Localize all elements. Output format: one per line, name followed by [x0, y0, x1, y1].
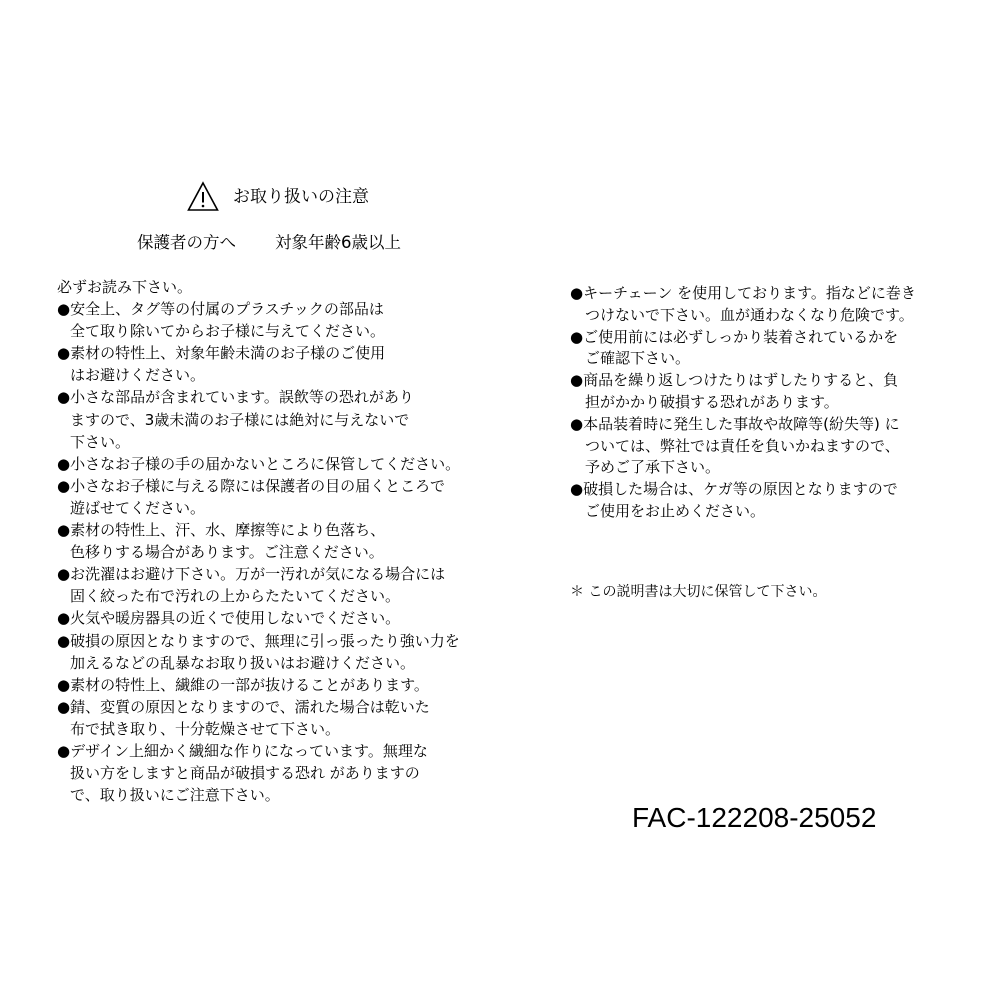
document-title — [187, 180, 369, 214]
caution-item — [570, 283, 970, 327]
caution-item — [570, 327, 970, 371]
audience-text: 保護者の方へ — [137, 233, 236, 252]
caution-line: 遊ばせてください。 — [70, 498, 206, 517]
caution-line: ●錆、変質の原因となりますので、濡れた場合は乾いた — [57, 697, 430, 716]
caution-line: ●破損の原因となりますので、無理に引っ張ったり強い力を — [57, 631, 460, 650]
caution-line: ●小さなお子様の手の届かないところに保管してください。 — [57, 454, 461, 473]
caution-item — [57, 342, 487, 386]
caution-line: ●火気や暖房器具の近くで使用しないでください。 — [57, 609, 401, 628]
caution-item — [57, 607, 487, 629]
caution-line: ●素材の特性上、対象年齢未満のお子様のご使用 — [57, 344, 386, 363]
caution-item — [57, 563, 487, 607]
intro-text: 必ずお読み下さい。 — [57, 278, 193, 296]
caution-item — [570, 414, 970, 479]
caution-line: ついては、弊社では責任を負いかねますので、 — [585, 436, 900, 455]
caution-line: ●商品を繰り返しつけたりはずしたりすると、負 — [570, 371, 899, 390]
caution-line: ご確認下さい。 — [585, 349, 691, 368]
caution-line: ますので、3歳未満のお子様には絶対に与えないで — [70, 410, 410, 429]
caution-line: 予めご了承下さい。 — [585, 458, 721, 477]
keep-manual-note: ＊ この説明書は大切に保管して下さい。 — [570, 584, 827, 600]
caution-item — [57, 298, 487, 342]
caution-line: ●素材の特性上、汗、水、摩擦等により色落ち、 — [57, 521, 386, 540]
caution-item — [570, 370, 970, 414]
caution-item — [57, 475, 487, 519]
caution-line: ●小さなお子様に与える際には保護者の目の届くところで — [57, 476, 445, 495]
caution-item — [57, 630, 487, 674]
caution-line: つけないで下さい。血が通わなくなり危険です。 — [585, 305, 914, 324]
caution-item — [57, 386, 487, 452]
caution-item — [57, 674, 487, 696]
caution-item — [57, 519, 487, 563]
caution-line: ●安全上、タグ等の付属のプラスチックの部品は — [57, 300, 384, 319]
caution-line: ●ご使用前には必ずしっかり装着されているかを — [570, 327, 899, 346]
subtitle — [137, 231, 401, 255]
caution-line: 下さい。 — [70, 432, 131, 451]
caution-item — [57, 740, 487, 806]
caution-item — [57, 453, 487, 475]
caution-line: で、取り扱いにご注意下さい。 — [70, 786, 280, 805]
right-column — [570, 283, 970, 523]
caution-line: 担がかかり破損する恐れがあります。 — [585, 392, 839, 411]
caution-line: 固く絞った布で汚れの上からたたいてください。 — [70, 587, 401, 606]
caution-line: ●素材の特性上、繊維の一部が抜けることがあります。 — [57, 675, 429, 694]
age-target-text: 対象年齢6歳以上 — [275, 233, 401, 252]
title-text: お取り扱いの注意 — [233, 187, 369, 207]
caution-line: ●お洗濯はお避け下さい。万が一汚れが気になる場合には — [57, 565, 446, 584]
caution-item — [57, 696, 487, 740]
warning-triangle-icon — [187, 181, 219, 213]
caution-line: ●デザイン上細かく繊細な作りになっています。無理な — [57, 741, 428, 760]
caution-line: ご使用をお止めください。 — [585, 501, 766, 520]
caution-line: 全て取り除いてからお子様に与えてください。 — [70, 322, 386, 341]
product-code: FAC-122208-25052 — [632, 802, 877, 833]
caution-line: はお避けください。 — [70, 366, 206, 385]
caution-line: ●破損した場合は、ケガ等の原因となりますので — [570, 480, 898, 499]
left-column — [57, 276, 487, 806]
caution-line: ●キーチェーン を使用しております。指などに巻き — [570, 284, 916, 302]
caution-line: 色移りする場合があります。ご注意ください。 — [70, 543, 384, 562]
caution-line: ●本品装着時に発生した事故や故障等(紛失等) に — [570, 414, 900, 433]
caution-item — [570, 479, 970, 523]
caution-line: 布で拭き取り、十分乾燥させて下さい。 — [70, 719, 341, 738]
caution-line: 扱い方をしますと商品が破損する恐れ がありますの — [70, 764, 420, 783]
caution-line: 加えるなどの乱暴なお取り扱いはお避けください。 — [70, 653, 416, 672]
caution-line: ●小さな部品が含まれています。誤飲等の恐れがあり — [57, 388, 414, 407]
